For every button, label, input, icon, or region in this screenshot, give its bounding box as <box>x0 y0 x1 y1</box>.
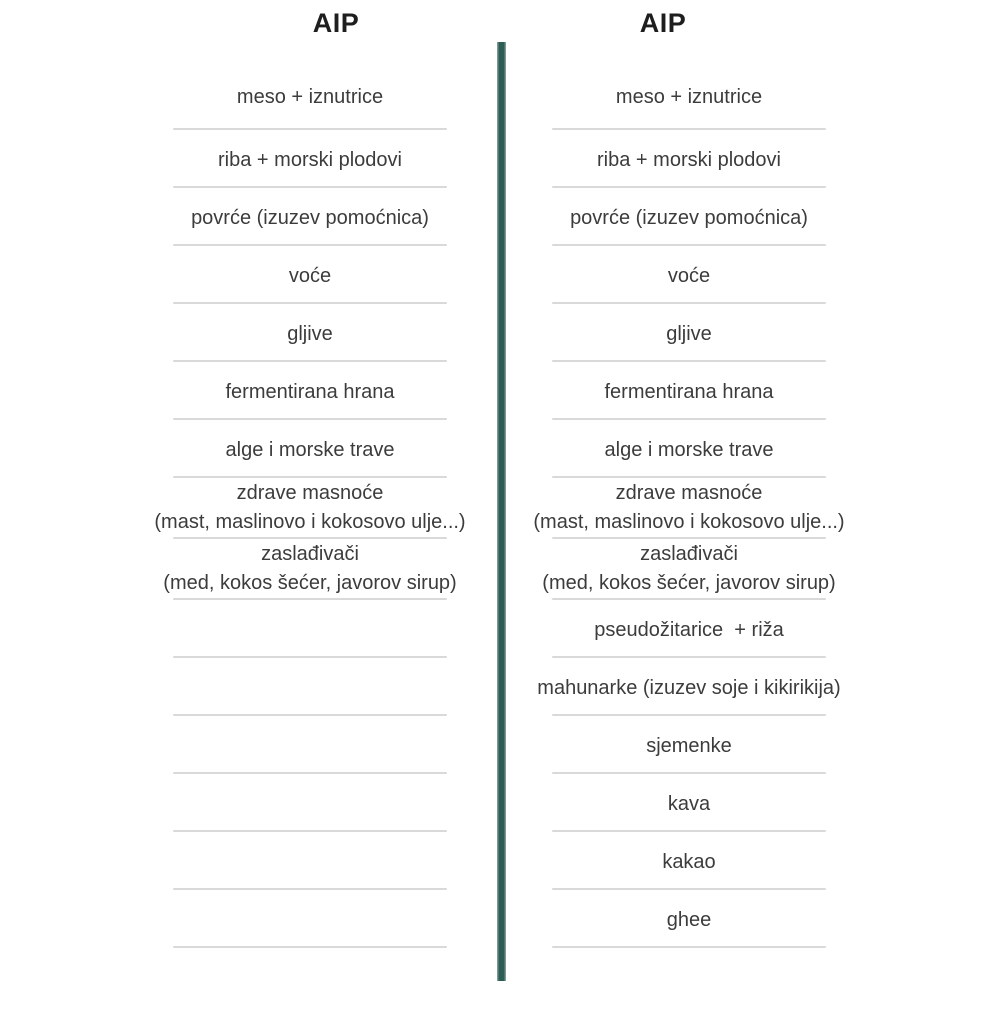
column-right-title: AIP <box>639 8 687 38</box>
table-row <box>140 362 480 420</box>
food-item-label: sjemenke <box>646 735 732 757</box>
table-row <box>140 420 480 478</box>
food-item-label: ghee <box>666 909 712 931</box>
food-item-label: riba + morski plodovi <box>218 149 402 171</box>
table-row <box>519 362 859 420</box>
food-item-label: gljive <box>666 323 712 345</box>
table-row <box>519 304 859 362</box>
food-item-label: kava <box>667 793 711 815</box>
food-item-label: kakao <box>662 851 716 873</box>
table-row <box>140 304 480 362</box>
food-item-label: alge i morske trave <box>604 439 774 461</box>
table-row <box>519 832 859 890</box>
table-row <box>140 246 480 304</box>
food-item-label: fermentirana hrana <box>604 381 774 403</box>
table-row <box>140 890 480 948</box>
table-row <box>140 832 480 890</box>
table-row <box>140 130 480 188</box>
empty-cell <box>140 716 480 772</box>
empty-cell <box>140 832 480 888</box>
food-item-label: zaslađivači (med, kokos šećer, javorov sirup) <box>542 542 836 594</box>
food-item-label: fermentirana hrana <box>225 381 395 403</box>
food-item-label: alge i morske trave <box>225 439 395 461</box>
empty-cell <box>140 774 480 830</box>
food-item-label: povrće (izuzev pomoćnica) <box>191 207 429 229</box>
food-item-label: voće <box>288 265 332 287</box>
food-item-label: zdrave masnoće (mast, maslinovo i kokosovo ulje...) <box>533 481 845 533</box>
table-row <box>140 774 480 832</box>
table-row <box>519 600 859 658</box>
food-item-label: pseudožitarice + riža <box>594 619 784 641</box>
empty-cell <box>140 890 480 946</box>
table-row <box>519 539 859 600</box>
empty-cell <box>140 600 480 656</box>
food-item-label: mahunarke (izuzev soje i kikirikija) <box>537 677 841 699</box>
table-row <box>519 658 859 716</box>
table-row <box>519 774 859 832</box>
column-right-rows <box>519 62 859 948</box>
column-divider <box>497 42 506 981</box>
food-item-label: riba + morski plodovi <box>597 149 781 171</box>
food-item-label: povrće (izuzev pomoćnica) <box>570 207 808 229</box>
table-row <box>140 188 480 246</box>
table-row <box>140 600 480 658</box>
table-row <box>519 188 859 246</box>
column-left-title: AIP <box>312 8 360 38</box>
food-item-label: voće <box>667 265 711 287</box>
table-row <box>519 246 859 304</box>
column-left <box>140 0 480 948</box>
column-left-rows <box>140 62 480 948</box>
table-row <box>140 539 480 600</box>
food-item-label: meso + iznutrice <box>236 86 384 108</box>
row-separator <box>552 946 826 948</box>
empty-cell <box>140 658 480 714</box>
table-row <box>519 420 859 478</box>
table-row <box>140 62 480 130</box>
table-row <box>519 716 859 774</box>
table-row <box>519 130 859 188</box>
row-separator <box>173 946 447 948</box>
food-item-label: zaslađivači (med, kokos šećer, javorov sirup) <box>163 542 457 594</box>
table-row <box>519 478 859 539</box>
table-row <box>140 478 480 539</box>
food-item-label: gljive <box>287 323 333 345</box>
column-right <box>519 0 859 948</box>
table-row <box>140 658 480 716</box>
table-row <box>519 890 859 948</box>
food-item-label: meso + iznutrice <box>615 86 763 108</box>
table-row <box>519 62 859 130</box>
food-item-label: zdrave masnoće (mast, maslinovo i kokosovo ulje...) <box>154 481 466 533</box>
table-row <box>140 716 480 774</box>
